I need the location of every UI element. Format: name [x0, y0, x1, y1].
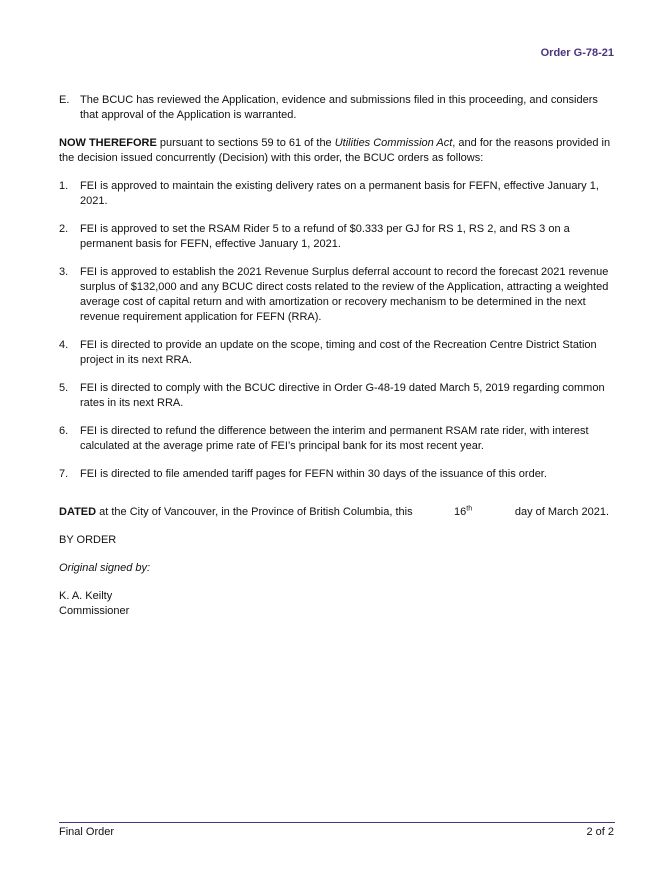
- order-item-text: FEI is directed to file amended tariff pages for FEFN within 30 days of the issuance of this order.: [80, 468, 547, 480]
- signatory-title: Commissioner: [59, 605, 130, 617]
- order-item-3: [59, 265, 615, 325]
- order-item-6: [59, 424, 615, 454]
- order-item-number: 6.: [59, 425, 69, 437]
- now-therefore-post: , and for the reasons provided in the decision issued concurrently (Decision) with this order, the BCUC orders as follows:: [59, 137, 611, 164]
- dated-day-suffix: th: [466, 505, 473, 513]
- signatory-name: K. A. Keilty: [59, 590, 113, 602]
- original-signed: Original signed by:: [59, 562, 151, 574]
- order-item-5: [59, 381, 615, 411]
- order-item-1: [59, 179, 615, 209]
- order-item-number: 2.: [59, 223, 69, 235]
- dated-day: [454, 505, 472, 520]
- now-therefore-paragraph: [59, 136, 615, 166]
- order-item-text: FEI is approved to establish the 2021 Revenue Surplus deferral account to record the forecast 2021 revenue surplus of $132,000 and any BCUC direct costs related to the review of the Application, attracting a weighted average cost of capital return and with amortization or recovery mechanism to be determined in the next revenue requirement application for FEFN (RRA).: [80, 266, 609, 323]
- order-item-number: 4.: [59, 339, 69, 351]
- order-item-number: 5.: [59, 382, 69, 394]
- order-item-text: FEI is approved to set the RSAM Rider 5 to a refund of $0.333 per GJ for RS 1, RS 2, and RS 3 on a permanent basis for FEFN, effective January 1, 2021.: [80, 223, 570, 250]
- order-item-2: [59, 222, 615, 252]
- order-item-text: FEI is approved to maintain the existing delivery rates on a permanent basis for FEFN, effective January 1, 2021.: [80, 180, 599, 207]
- dated-month-year: day of March 2021.: [514, 506, 609, 518]
- order-number: Order G-78-21: [540, 47, 614, 59]
- order-item-text: FEI is directed to provide an update on the scope, timing and cost of the Recreation Centre District Station project in its next RRA.: [80, 339, 597, 366]
- order-item-number: 1.: [59, 180, 69, 192]
- order-item-number: 3.: [59, 266, 69, 278]
- by-order: BY ORDER: [59, 534, 117, 546]
- dated-line: [59, 505, 615, 520]
- dated-text: [59, 506, 413, 518]
- order-item-number: 7.: [59, 468, 69, 480]
- footer-divider: [59, 822, 615, 823]
- now-therefore-pre: pursuant to sections 59 to 61 of the: [156, 137, 335, 149]
- page-number: 2 of 2: [586, 826, 614, 838]
- item-e-marker: E.: [59, 94, 70, 106]
- dated-location: at the City of Vancouver, in the Province of British Columbia, this: [96, 506, 413, 518]
- item-e: [59, 93, 615, 123]
- footer-label: Final Order: [59, 826, 115, 838]
- order-body: [59, 93, 615, 619]
- dated-day-number: 16: [454, 506, 467, 518]
- order-item-text: FEI is directed to refund the difference between the interim and permanent RSAM rate rider, with interest calculated at the average prime rate of FEI’s principal bank for its most recent year.: [80, 425, 589, 452]
- order-item-text: FEI is directed to comply with the BCUC directive in Order G-48-19 dated March 5, 2019 regarding common rates in its next RRA.: [80, 382, 605, 409]
- dated-label: DATED: [59, 506, 97, 518]
- now-therefore-label: NOW THEREFORE: [59, 137, 157, 149]
- order-item-4: [59, 338, 615, 368]
- item-e-text: The BCUC has reviewed the Application, evidence and submissions filed in this proceeding, and considers that approval of the Application is warranted.: [80, 94, 598, 121]
- act-name: Utilities Commission Act: [334, 137, 453, 149]
- order-item-7: [59, 467, 615, 482]
